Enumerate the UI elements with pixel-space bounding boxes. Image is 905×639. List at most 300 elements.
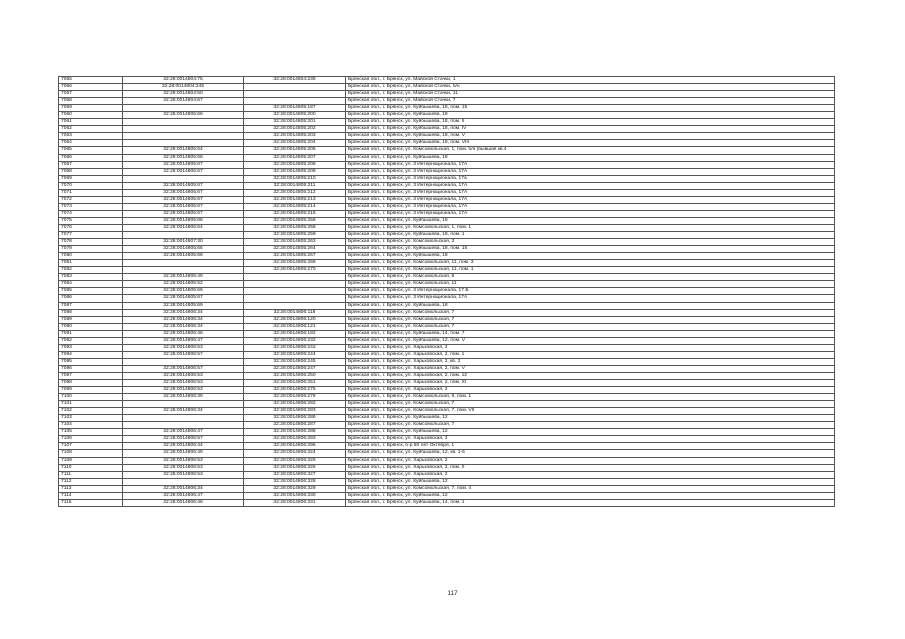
land-cadastral-cell: 32:28:0014806:53 bbox=[123, 464, 244, 471]
address-cell: Брянская обл., г. Брянск, ул. Харьковская, 2 bbox=[346, 387, 835, 394]
table-row bbox=[59, 239, 835, 246]
land-cadastral-cell: 32:28:0014805:66 bbox=[123, 217, 244, 224]
row-number-cell: 7078 bbox=[59, 239, 123, 246]
object-cadastral-cell: 32:28:0014805:264 bbox=[244, 246, 346, 253]
land-cadastral-cell: 32:28:0014805:67 bbox=[123, 189, 244, 196]
table-row bbox=[59, 119, 835, 126]
table-row bbox=[59, 316, 835, 323]
table-row bbox=[59, 260, 835, 267]
land-cadastral-cell: 32:28:0014806:34 bbox=[123, 323, 244, 330]
table-row bbox=[59, 140, 835, 147]
table-row bbox=[59, 372, 835, 379]
row-number-cell: 7062 bbox=[59, 126, 123, 133]
address-cell: Брянская обл., г. Брянск, ул. Куйбышева, 18 bbox=[346, 253, 835, 260]
address-cell: Брянская обл., г. Брянск, ул. Куйбышева, 18, пом. II bbox=[346, 119, 835, 126]
table-row bbox=[59, 436, 835, 443]
land-cadastral-cell: 32:28:0014806:53 bbox=[123, 457, 244, 464]
table-row bbox=[59, 443, 835, 450]
table-row bbox=[59, 217, 835, 224]
table-row bbox=[59, 246, 835, 253]
address-cell: Брянская обл., г. Брянск, ул. Комсомольская, 11 bbox=[346, 281, 835, 288]
row-number-cell: 7055 bbox=[59, 77, 123, 84]
address-cell: Брянская обл., г. Брянск, ул. 3 Интернационала, 17а bbox=[346, 175, 835, 182]
land-cadastral-cell: 32:28:0014806:34 bbox=[123, 408, 244, 415]
address-cell: Брянская обл., г. Брянск, б-р 50 лет Октября, 1 bbox=[346, 443, 835, 450]
land-cadastral-cell bbox=[123, 415, 244, 422]
object-cadastral-cell: 32:28:0014806:331 bbox=[244, 499, 346, 506]
land-cadastral-cell: 32:28:0014806:57 bbox=[123, 365, 244, 372]
address-cell: Брянская обл., г. Брянск, ул. Куйбышева, 18, пом. VIII bbox=[346, 140, 835, 147]
row-number-cell: 7060 bbox=[59, 112, 123, 119]
table-row bbox=[59, 210, 835, 217]
object-cadastral-cell: 32:28:0014806:324 bbox=[244, 450, 346, 457]
land-cadastral-cell bbox=[123, 105, 244, 112]
land-cadastral-cell: 32:28:0014805:67 bbox=[123, 196, 244, 203]
row-number-cell: 7100 bbox=[59, 394, 123, 401]
land-cadastral-cell: 32:28:0014805:69 bbox=[123, 302, 244, 309]
row-number-cell: 7098 bbox=[59, 380, 123, 387]
object-cadastral-cell: 32:28:0014806:327 bbox=[244, 471, 346, 478]
address-cell: Брянская обл., г. Брянск, ул. Куйбышева, 12 bbox=[346, 478, 835, 485]
object-cadastral-cell: 32:28:0014805:213 bbox=[244, 196, 346, 203]
address-cell: Брянская обл., г. Брянск, ул. Харьковская, 2, пом. V bbox=[346, 365, 835, 372]
row-number-cell: 7090 bbox=[59, 323, 123, 330]
row-number-cell: 7081 bbox=[59, 260, 123, 267]
address-cell: Брянская обл., г. Брянск, ул. Комсомольская, 7, пом. VII bbox=[346, 408, 835, 415]
object-cadastral-cell: 32:28:0014806:121 bbox=[244, 323, 346, 330]
address-cell: Брянская обл., г. Брянск, ул. 3 Интернационала, 17А bbox=[346, 182, 835, 189]
land-cadastral-cell: 32:28:0014805:64 bbox=[123, 147, 244, 154]
row-number-cell: 7104 bbox=[59, 422, 123, 429]
table-row bbox=[59, 499, 835, 506]
row-number-cell: 7075 bbox=[59, 217, 123, 224]
row-number-cell: 7074 bbox=[59, 210, 123, 217]
land-cadastral-cell: 32:28:0014806:53 bbox=[123, 344, 244, 351]
row-number-cell: 7110 bbox=[59, 464, 123, 471]
land-cadastral-cell bbox=[123, 267, 244, 274]
object-cadastral-cell: 32:28:0014805:209 bbox=[244, 168, 346, 175]
address-cell: Брянская обл., г. Брянск, ул. 3 Интернационала, 17А bbox=[346, 161, 835, 168]
row-number-cell: 7076 bbox=[59, 224, 123, 231]
table-row bbox=[59, 492, 835, 499]
table-row bbox=[59, 196, 835, 203]
object-cadastral-cell: 32:28:0014806:287 bbox=[244, 422, 346, 429]
object-cadastral-cell: 32:28:0014805:268 bbox=[244, 260, 346, 267]
object-cadastral-cell: 32:28:0014805:211 bbox=[244, 182, 346, 189]
address-cell: Брянская обл., г. Брянск, ул. Комсомольская, 1, пом. 1 bbox=[346, 224, 835, 231]
row-number-cell: 7091 bbox=[59, 330, 123, 337]
table-row bbox=[59, 84, 835, 91]
row-number-cell: 7088 bbox=[59, 309, 123, 316]
object-cadastral-cell bbox=[244, 281, 346, 288]
object-cadastral-cell: 32:28:0014805:200 bbox=[244, 112, 346, 119]
land-cadastral-cell: 32:28:0014806:53 bbox=[123, 380, 244, 387]
land-cadastral-cell: 32:28:0014805:66 bbox=[123, 253, 244, 260]
table-row bbox=[59, 344, 835, 351]
address-cell: Брянская обл., г. Брянск, ул. Комсомольская, 11, пом. 3 bbox=[346, 260, 835, 267]
land-cadastral-cell bbox=[123, 119, 244, 126]
land-cadastral-cell: 32:28:0014806:46 bbox=[123, 330, 244, 337]
object-cadastral-cell: 32:28:0014805:206 bbox=[244, 147, 346, 154]
land-cadastral-cell: 32:28:0014806:49 bbox=[123, 450, 244, 457]
table-row bbox=[59, 323, 835, 330]
address-cell: Брянская обл., г. Брянск, ул. Комсомольская, 7 bbox=[346, 401, 835, 408]
table-row bbox=[59, 422, 835, 429]
object-cadastral-cell bbox=[244, 84, 346, 91]
land-cadastral-cell bbox=[123, 478, 244, 485]
address-cell: Брянская обл., г. Брянск, ул. Комсомольская, 9, пом. 1 bbox=[346, 394, 835, 401]
object-cadastral-cell: 32:28:0014806:328 bbox=[244, 478, 346, 485]
land-cadastral-cell: 32:28:0014804:67 bbox=[123, 98, 244, 105]
object-cadastral-cell: 32:28:0014806:250 bbox=[244, 372, 346, 379]
address-cell: Брянская обл., г. Брянск, ул. Куйбышева, 18 bbox=[346, 154, 835, 161]
object-cadastral-cell: 32:28:0014806:325 bbox=[244, 457, 346, 464]
address-cell: Брянская обл., г. Брянск, ул. Комсомольская, 7 bbox=[346, 323, 835, 330]
land-cadastral-cell: 32:28:0014805:66 bbox=[123, 154, 244, 161]
address-cell: Брянская обл., г. Брянск, ул. Харьковская, 2, кв. 2 bbox=[346, 358, 835, 365]
address-cell: Брянская обл., г. Брянск, ул. Майской Стачки, 1 bbox=[346, 77, 835, 84]
row-number-cell: 7083 bbox=[59, 274, 123, 281]
object-cadastral-cell: 32:28:0014805:204 bbox=[244, 140, 346, 147]
object-cadastral-cell: 32:28:0014806:251 bbox=[244, 380, 346, 387]
object-cadastral-cell bbox=[244, 274, 346, 281]
table-row bbox=[59, 203, 835, 210]
object-cadastral-cell: 32:28:0014805:202 bbox=[244, 126, 346, 133]
row-number-cell: 7077 bbox=[59, 232, 123, 239]
object-cadastral-cell: 32:28:0014806:247 bbox=[244, 365, 346, 372]
table-row bbox=[59, 288, 835, 295]
table-row bbox=[59, 408, 835, 415]
object-cadastral-cell: 32:28:0014806:296 bbox=[244, 443, 346, 450]
address-cell: Брянская обл., г. Брянск, ул. Куйбышева, 14, пом. 7 bbox=[346, 330, 835, 337]
address-cell: Брянская обл., г. Брянск, ул. Куйбышева, 12 bbox=[346, 429, 835, 436]
land-cadastral-cell: 32:28:0014805:66 bbox=[123, 246, 244, 253]
row-number-cell: 7094 bbox=[59, 351, 123, 358]
object-cadastral-cell: 32:28:0014806:120 bbox=[244, 316, 346, 323]
table-row bbox=[59, 478, 835, 485]
object-cadastral-cell: 32:28:0014806:232 bbox=[244, 337, 346, 344]
land-cadastral-cell: 32:28:0014806:46 bbox=[123, 499, 244, 506]
row-number-cell: 7056 bbox=[59, 84, 123, 91]
address-cell: Брянская обл., г. Брянск, ул. Комсомольская, 7 bbox=[346, 309, 835, 316]
address-cell: Брянская обл., г. Брянск, ул. Куйбышева, 18, пом. 1 bbox=[346, 232, 835, 239]
land-cadastral-cell bbox=[123, 422, 244, 429]
land-cadastral-cell: 32:28:0014805:67 bbox=[123, 161, 244, 168]
row-number-cell: 7068 bbox=[59, 168, 123, 175]
address-cell: Брянская обл., г. Брянск, ул. 3 Интернационала, 17 Б bbox=[346, 288, 835, 295]
table-row bbox=[59, 457, 835, 464]
object-cadastral-cell: 32:28:0014806:330 bbox=[244, 492, 346, 499]
table-row bbox=[59, 337, 835, 344]
address-cell: Брянская обл., г. Брянск, ул. Харьковская, 2, пом. 12 bbox=[346, 372, 835, 379]
land-cadastral-cell: 32:28:0014805:67 bbox=[123, 295, 244, 302]
table-row bbox=[59, 387, 835, 394]
object-cadastral-cell: 32:28:0014806:244 bbox=[244, 351, 346, 358]
table-row bbox=[59, 464, 835, 471]
object-cadastral-cell: 32:28:0014806:242 bbox=[244, 344, 346, 351]
land-cadastral-cell: 32:28:0014804:245 bbox=[123, 84, 244, 91]
table-row bbox=[59, 274, 835, 281]
land-cadastral-cell: 32:28:0014806:34 bbox=[123, 485, 244, 492]
land-cadastral-cell: 32:28:0014806:39 bbox=[123, 394, 244, 401]
table-row bbox=[59, 105, 835, 112]
land-cadastral-cell: 32:28:0014806:47 bbox=[123, 429, 244, 436]
object-cadastral-cell: 32:28:0014805:259 bbox=[244, 232, 346, 239]
address-cell: Брянская обл., г. Брянск, ул. Комсомольская, 3 bbox=[346, 239, 835, 246]
address-cell: Брянская обл., г. Брянск, ул. Куйбышева, 18 bbox=[346, 302, 835, 309]
table-row bbox=[59, 232, 835, 239]
address-cell: Брянская обл., г. Брянск, ул. 3 Интернационала, 17А bbox=[346, 168, 835, 175]
address-cell: Брянская обл., г. Брянск, ул. Харьковская, 2 bbox=[346, 344, 835, 351]
table-row bbox=[59, 394, 835, 401]
object-cadastral-cell: 32:28:0014806:326 bbox=[244, 464, 346, 471]
address-cell: Брянская обл., г. Брянск, ул. Куйбышева, 18, пом. IV bbox=[346, 126, 835, 133]
land-cadastral-cell: 32:28:0014806:53 bbox=[123, 372, 244, 379]
row-number-cell: 7087 bbox=[59, 302, 123, 309]
object-cadastral-cell bbox=[244, 91, 346, 98]
row-number-cell: 7058 bbox=[59, 98, 123, 105]
table-row bbox=[59, 189, 835, 196]
land-cadastral-cell: 32:28:0014806:53 bbox=[123, 471, 244, 478]
object-cadastral-cell: 32:28:0014805:201 bbox=[244, 119, 346, 126]
address-cell: Брянская обл., г. Брянск, ул. Куйбышева, 12, пом. V bbox=[346, 337, 835, 344]
address-cell: Брянская обл., г. Брянск, ул. Майской Стачки, б/н bbox=[346, 84, 835, 91]
table-row bbox=[59, 365, 835, 372]
table-row bbox=[59, 330, 835, 337]
address-cell: Брянская обл., г. Брянск, ул. Харьковская, 2, пом. 1 bbox=[346, 351, 835, 358]
table-row bbox=[59, 485, 835, 492]
row-number-cell: 7114 bbox=[59, 492, 123, 499]
table-row bbox=[59, 91, 835, 98]
object-cadastral-cell: 32:28:0014805:270 bbox=[244, 267, 346, 274]
object-cadastral-cell: 32:28:0014806:288 bbox=[244, 429, 346, 436]
row-number-cell: 7063 bbox=[59, 133, 123, 140]
object-cadastral-cell: 32:28:0014805:215 bbox=[244, 210, 346, 217]
row-number-cell: 7061 bbox=[59, 119, 123, 126]
row-number-cell: 7102 bbox=[59, 408, 123, 415]
row-number-cell: 7082 bbox=[59, 267, 123, 274]
land-cadastral-cell: 32:28:0014805:52 bbox=[123, 281, 244, 288]
table-row bbox=[59, 182, 835, 189]
address-cell: Брянская обл., г. Брянск, ул. Комсомольская, 1, пом. б/н (бывшая кв.4 bbox=[346, 147, 835, 154]
table-row bbox=[59, 98, 835, 105]
address-cell: Брянская обл., г. Брянск, ул. Харьковская, 2 bbox=[346, 457, 835, 464]
land-cadastral-cell bbox=[123, 126, 244, 133]
object-cadastral-cell: 32:28:0014806:282 bbox=[244, 401, 346, 408]
address-cell: Брянская обл., г. Брянск, ул. 3 Интернационала, 17А bbox=[346, 203, 835, 210]
address-cell: Брянская обл., г. Брянск, ул. 3 Интернационала, 17А bbox=[346, 196, 835, 203]
address-cell: Брянская обл., г. Брянск, ул. Комсомольская, 8 bbox=[346, 274, 835, 281]
land-cadastral-cell: 32:28:0014806:47 bbox=[123, 492, 244, 499]
row-number-cell: 7064 bbox=[59, 140, 123, 147]
table-row bbox=[59, 380, 835, 387]
object-cadastral-cell: 32:28:0014806:329 bbox=[244, 485, 346, 492]
table-row bbox=[59, 309, 835, 316]
table-row bbox=[59, 351, 835, 358]
address-cell: Брянская обл., г. Брянск, ул. Харьковская, 2 bbox=[346, 471, 835, 478]
object-cadastral-cell: 32:28:0014805:208 bbox=[244, 161, 346, 168]
table-row bbox=[59, 281, 835, 288]
row-number-cell: 7111 bbox=[59, 471, 123, 478]
table-row bbox=[59, 295, 835, 302]
address-cell: Брянская обл., г. Брянск, ул. Куйбышева, 12 bbox=[346, 492, 835, 499]
address-cell: Брянская обл., г. Брянск, ул. Куйбышева, 18, пом. V bbox=[346, 133, 835, 140]
row-number-cell: 7106 bbox=[59, 436, 123, 443]
object-cadastral-cell: 32:28:0014805:258 bbox=[244, 224, 346, 231]
object-cadastral-cell bbox=[244, 295, 346, 302]
table-row bbox=[59, 401, 835, 408]
row-number-cell: 7059 bbox=[59, 105, 123, 112]
table-row bbox=[59, 253, 835, 260]
land-cadastral-cell: 32:28:0014805:67 bbox=[123, 203, 244, 210]
object-cadastral-cell: 32:28:0014806:283 bbox=[244, 408, 346, 415]
row-number-cell: 7105 bbox=[59, 429, 123, 436]
table-row bbox=[59, 175, 835, 182]
land-cadastral-cell: 32:28:0014806:53 bbox=[123, 387, 244, 394]
land-cadastral-cell: 32:28:0014805:66 bbox=[123, 112, 244, 119]
row-number-cell: 7099 bbox=[59, 387, 123, 394]
object-cadastral-cell: 32:28:0014805:203 bbox=[244, 133, 346, 140]
object-cadastral-cell: 32:28:0014805:256 bbox=[244, 217, 346, 224]
land-cadastral-cell: 32:28:0014805:67 bbox=[123, 182, 244, 189]
row-number-cell: 7109 bbox=[59, 457, 123, 464]
table-row bbox=[59, 358, 835, 365]
land-cadastral-cell: 32:28:0014807:30 bbox=[123, 239, 244, 246]
table-row bbox=[59, 471, 835, 478]
address-cell: Брянская обл., г. Брянск, ул. Куйбышева, 12, кв. 1-5 bbox=[346, 450, 835, 457]
row-number-cell: 7079 bbox=[59, 246, 123, 253]
table-row bbox=[59, 415, 835, 422]
object-cadastral-cell: 32:28:0014806:278 bbox=[244, 394, 346, 401]
row-number-cell: 7107 bbox=[59, 443, 123, 450]
object-cadastral-cell: 32:28:0014805:210 bbox=[244, 175, 346, 182]
address-cell: Брянская обл., г. Брянск, ул. Майской Стачки, 7 bbox=[346, 98, 835, 105]
row-number-cell: 7092 bbox=[59, 337, 123, 344]
row-number-cell: 7071 bbox=[59, 189, 123, 196]
address-cell: Брянская обл., г. Брянск, ул. Комсомольская, 7 bbox=[346, 316, 835, 323]
object-cadastral-cell: 32:28:0014805:212 bbox=[244, 189, 346, 196]
land-cadastral-cell: 32:28:0014805:67 bbox=[123, 168, 244, 175]
address-cell: Брянская обл., г. Брянск, ул. Куйбышева, 18 bbox=[346, 217, 835, 224]
row-number-cell: 7097 bbox=[59, 372, 123, 379]
row-number-cell: 7086 bbox=[59, 295, 123, 302]
row-number-cell: 7093 bbox=[59, 344, 123, 351]
table-row bbox=[59, 224, 835, 231]
land-cadastral-cell: 32:28:0014806:34 bbox=[123, 309, 244, 316]
object-cadastral-cell: 32:28:0014806:245 bbox=[244, 358, 346, 365]
land-cadastral-cell bbox=[123, 260, 244, 267]
land-cadastral-cell: 32:28:0014805:67 bbox=[123, 210, 244, 217]
row-number-cell: 7101 bbox=[59, 401, 123, 408]
row-number-cell: 7080 bbox=[59, 253, 123, 260]
land-cadastral-cell: 32:28:0014805:66 bbox=[123, 288, 244, 295]
address-cell: Брянская обл., г. Брянск, ул. Комсомольская, 7 bbox=[346, 422, 835, 429]
row-number-cell: 7095 bbox=[59, 358, 123, 365]
row-number-cell: 7085 bbox=[59, 288, 123, 295]
land-cadastral-cell: 32:28:0014805:49 bbox=[123, 274, 244, 281]
land-cadastral-cell: 32:28:0014806:57 bbox=[123, 436, 244, 443]
land-cadastral-cell bbox=[123, 358, 244, 365]
page-number: 117 bbox=[447, 590, 458, 597]
address-cell: Брянская обл., г. Брянск, ул. Харьковская, 2 bbox=[346, 436, 835, 443]
address-cell: Брянская обл., г. Брянск, ул. Комсомольская, 7, пом. 4 bbox=[346, 485, 835, 492]
row-number-cell: 7112 bbox=[59, 478, 123, 485]
address-cell: Брянская обл., г. Брянск, ул. Майской Стачки, 11 bbox=[346, 91, 835, 98]
land-cadastral-cell: 32:28:0014805:64 bbox=[123, 224, 244, 231]
table-row bbox=[59, 161, 835, 168]
land-cadastral-cell: 32:28:0014806:44 bbox=[123, 443, 244, 450]
object-cadastral-cell: 32:28:0014805:187 bbox=[244, 105, 346, 112]
row-number-cell: 7065 bbox=[59, 147, 123, 154]
land-cadastral-cell: 32:28:0014806:47 bbox=[123, 337, 244, 344]
row-number-cell: 7073 bbox=[59, 203, 123, 210]
object-cadastral-cell bbox=[244, 302, 346, 309]
table-row bbox=[59, 112, 835, 119]
land-cadastral-cell: 32:28:0014806:57 bbox=[123, 351, 244, 358]
land-cadastral-cell bbox=[123, 401, 244, 408]
object-cadastral-cell: 32:28:0014806:286 bbox=[244, 415, 346, 422]
address-cell: Брянская обл., г. Брянск, ул. Комсомольская, 11, пом. 1 bbox=[346, 267, 835, 274]
address-cell: Брянская обл., г. Брянск, ул. Куйбышева, 18, пом. 15 bbox=[346, 105, 835, 112]
land-cadastral-cell: 32:28:0014804:75 bbox=[123, 77, 244, 84]
land-cadastral-cell bbox=[123, 140, 244, 147]
table-row bbox=[59, 429, 835, 436]
object-cadastral-cell: 32:28:0014806:118 bbox=[244, 309, 346, 316]
object-cadastral-cell: 32:28:0014805:207 bbox=[244, 154, 346, 161]
row-number-cell: 7089 bbox=[59, 316, 123, 323]
object-cadastral-cell: 32:28:0014805:263 bbox=[244, 239, 346, 246]
address-cell: Брянская обл., г. Брянск, ул. Харьковская, 2, пом. XI bbox=[346, 380, 835, 387]
table-row bbox=[59, 126, 835, 133]
object-cadastral-cell: 32:28:0014806:182 bbox=[244, 330, 346, 337]
address-cell: Брянская обл., г. Брянск, ул. Куйбышева, 18, пом. 15 bbox=[346, 246, 835, 253]
object-cadastral-cell: 32:28:0014805:214 bbox=[244, 203, 346, 210]
table-row bbox=[59, 147, 835, 154]
address-cell: Брянская обл., г. Брянск, ул. 3 Интернационала, 17А bbox=[346, 210, 835, 217]
land-cadastral-cell bbox=[123, 175, 244, 182]
address-cell: Брянская обл., г. Брянск, ул. Куйбышева, 14, пом. 1 bbox=[346, 499, 835, 506]
row-number-cell: 7067 bbox=[59, 161, 123, 168]
address-cell: Брянская обл., г. Брянск, ул. 3 Интернационала, 17А bbox=[346, 295, 835, 302]
table-row bbox=[59, 168, 835, 175]
row-number-cell: 7113 bbox=[59, 485, 123, 492]
row-number-cell: 7070 bbox=[59, 182, 123, 189]
row-number-cell: 7084 bbox=[59, 281, 123, 288]
row-number-cell: 7069 bbox=[59, 175, 123, 182]
object-cadastral-cell: 32:28:0014805:267 bbox=[244, 253, 346, 260]
address-cell: Брянская обл., г. Брянск, ул. 3 Интернационала, 17А bbox=[346, 189, 835, 196]
registry-table-body bbox=[59, 77, 835, 507]
address-cell: Брянская обл., г. Брянск, ул. Харьковская, 2, пом. 0 bbox=[346, 464, 835, 471]
object-cadastral-cell: 32:28:0014806:293 bbox=[244, 436, 346, 443]
table-row bbox=[59, 267, 835, 274]
table-row bbox=[59, 77, 835, 84]
row-number-cell: 7096 bbox=[59, 365, 123, 372]
address-cell: Брянская обл., г. Брянск, ул. Куйбышева, 18 bbox=[346, 112, 835, 119]
table-row bbox=[59, 154, 835, 161]
table-row bbox=[59, 450, 835, 457]
row-number-cell: 7108 bbox=[59, 450, 123, 457]
table-row bbox=[59, 133, 835, 140]
object-cadastral-cell: 32:28:0014806:275 bbox=[244, 387, 346, 394]
row-number-cell: 7066 bbox=[59, 154, 123, 161]
object-cadastral-cell bbox=[244, 288, 346, 295]
object-cadastral-cell: 32:28:0014804:239 bbox=[244, 77, 346, 84]
row-number-cell: 7115 bbox=[59, 499, 123, 506]
registry-table bbox=[58, 76, 835, 507]
row-number-cell: 7103 bbox=[59, 415, 123, 422]
object-cadastral-cell bbox=[244, 98, 346, 105]
